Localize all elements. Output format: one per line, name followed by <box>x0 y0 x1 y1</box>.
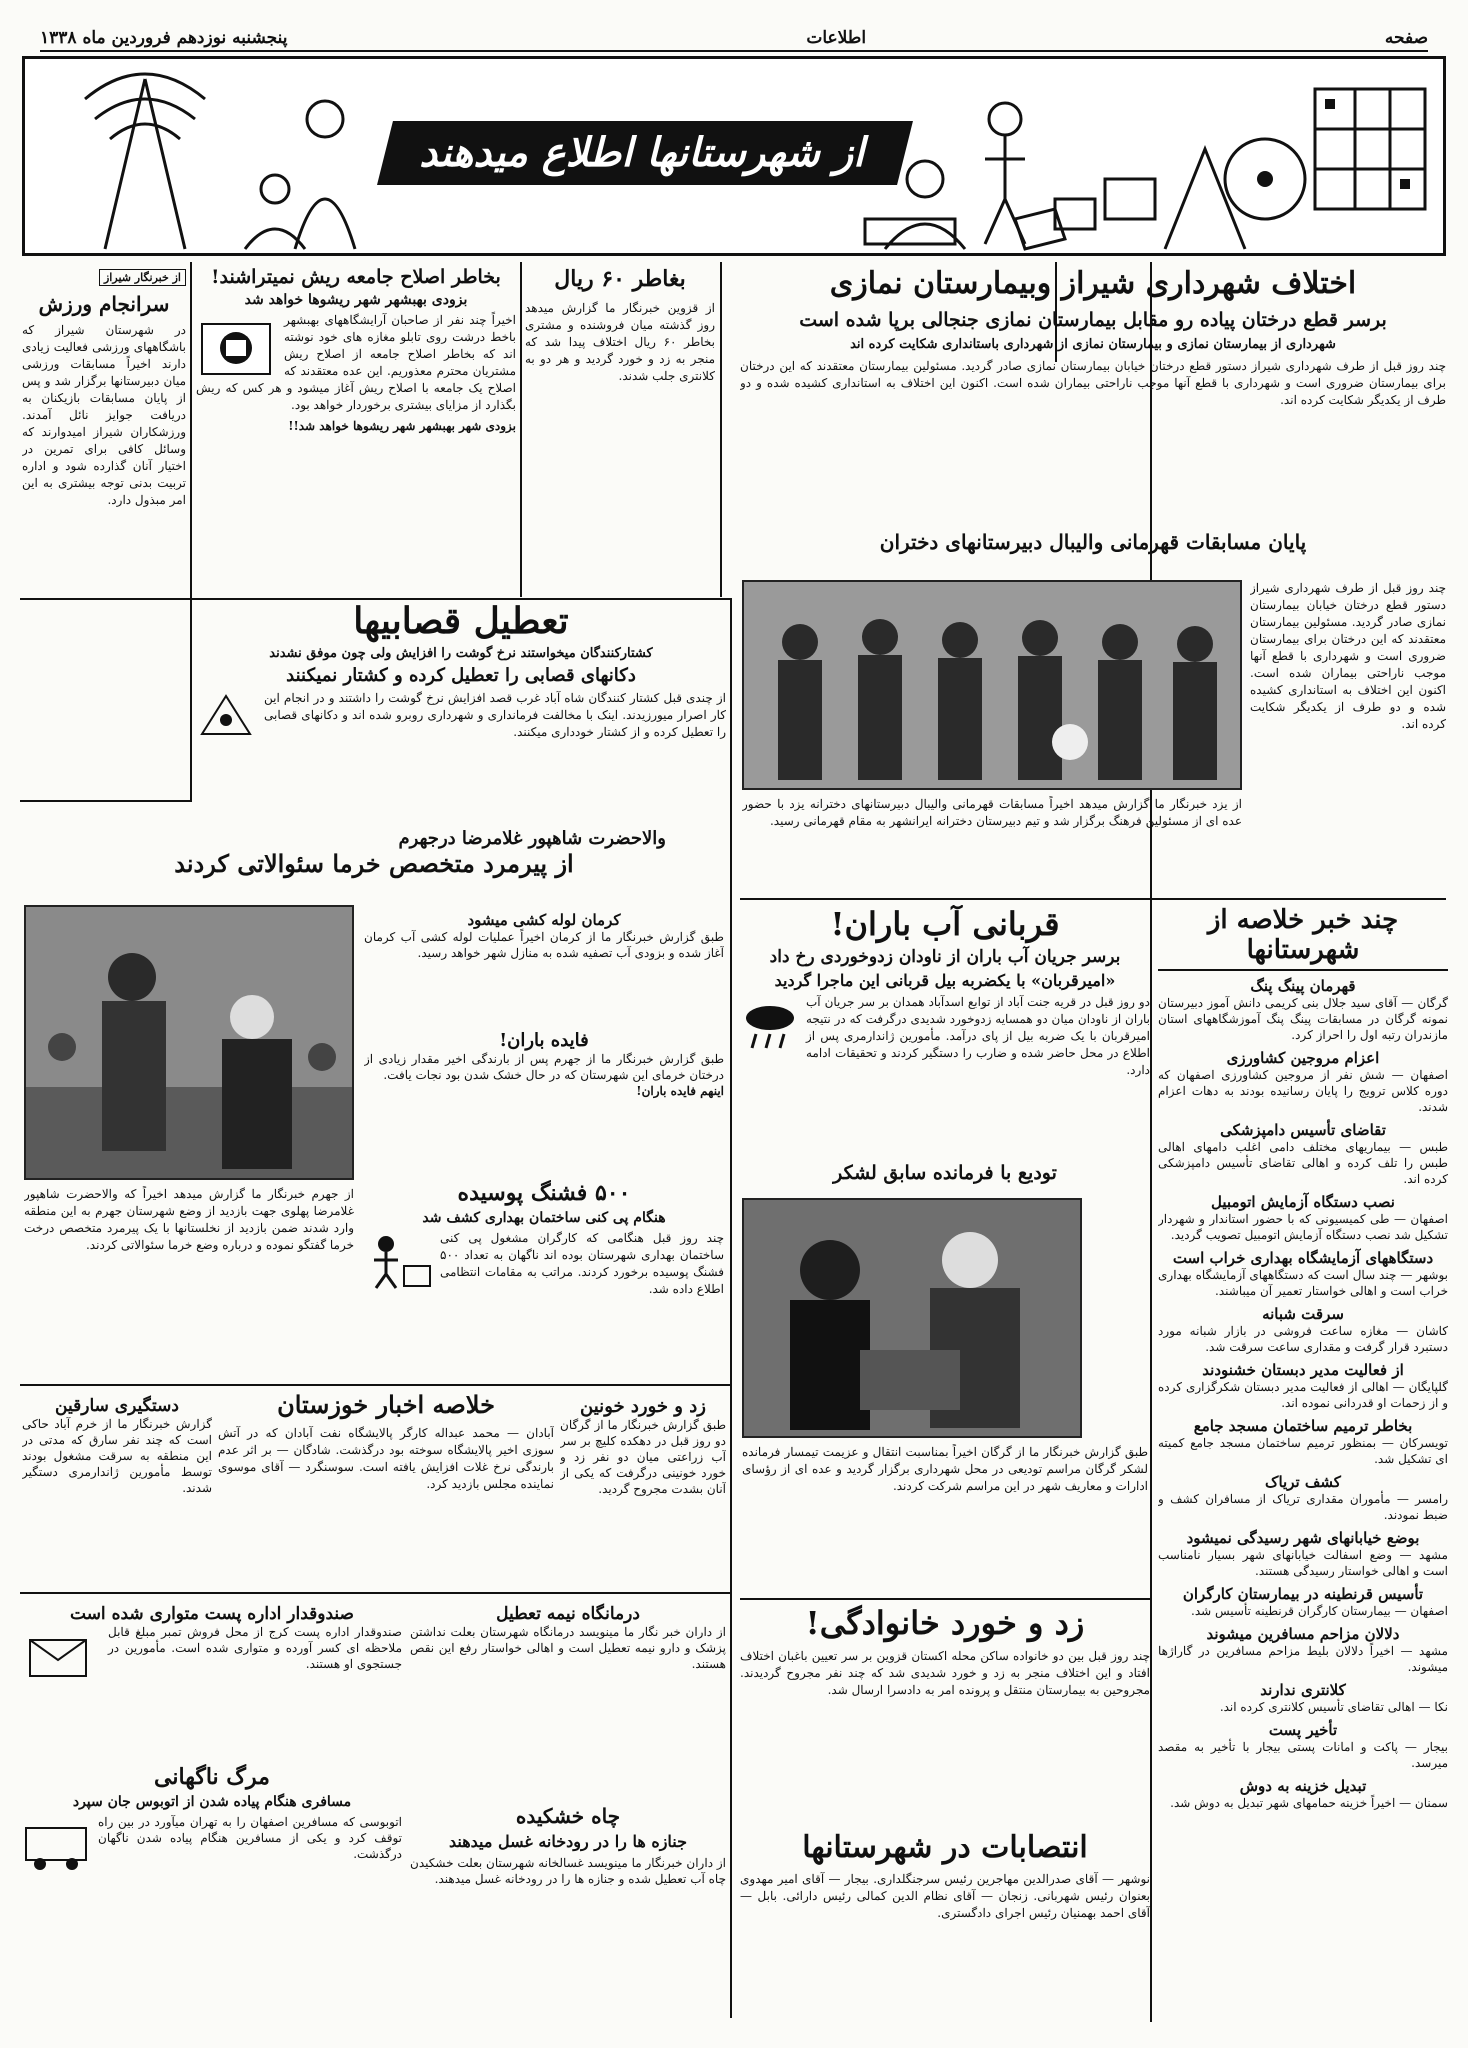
roundup-headline: چند خبر خلاصه از شهرستانها <box>1158 905 1448 971</box>
khuzestan-story <box>218 1390 554 1586</box>
arrest-story <box>22 1390 212 1590</box>
prince-photo <box>24 905 354 1180</box>
roundup-item-headline: تأخیر پست <box>1268 1721 1338 1739</box>
volleyball-caption-text: از یزد خبرنگار ما گزارش میدهد اخیراً مسابقات قهرمانی والیبال دبیرستانهای دخترانه یزد با حضور عده ای از مسئولین فرهنگ برگزار شد و تیم دبیرستان دخترانه ایرانشهر به مقام قهرمانی رسید. <box>742 797 1242 828</box>
barber-icon <box>196 316 276 380</box>
roundup-item-headline: بوضع خیابانهای شهر رسیدگی نمیشود <box>1186 1529 1420 1547</box>
roundup-item-body: اصفهان — بیمارستان کارگران قرنطینه تأسیس شد. <box>1191 1604 1448 1618</box>
cartridge-body: چند روز قبل هنگامی که کارگران مشغول پی کنی ساختمان بهداری شهرستان بوده اند ناگهان به تعداد ۵۰۰ فشنگ پوسیده برخورد کردند. مراتب به مقامات انتظامی اطلاع داده شد. <box>440 1231 724 1296</box>
clinic-headline: درمانگاه نیمه تعطیل <box>496 1604 640 1624</box>
column-rule <box>520 262 522 597</box>
row-rule <box>740 898 1446 900</box>
roundup-column <box>1158 905 1448 2020</box>
family-headline: زد و خورد خانوادگی! <box>805 1604 1085 1642</box>
roundup-item-body: نکا — اهالی تقاضای تأسیس کلانتری کرده اند. <box>1219 1700 1448 1714</box>
header-page-label: صفحه <box>1384 28 1428 48</box>
sports-headline: سرانجام ورزش <box>38 292 170 316</box>
cartridge-story <box>364 1180 724 1380</box>
treasurer-body: صندوقدار اداره پست کرج از محل فروش تمبر مبلغ قابل ملاحظه ای کسر آورده و متواری شده است. مأمورین در جستجوی او هستند. <box>108 1625 402 1671</box>
kerman-headline: کرمان لوله کشی میشود <box>467 911 621 929</box>
roundup-list <box>1158 977 1448 1811</box>
row-rule <box>740 1598 1150 1600</box>
header-date: پنجشنبه نوزدهم فروردین ماه ۱۳۳۸ <box>40 28 288 48</box>
khuzestan-body: آبادان — محمد عبداله کارگر پالایشگاه نفت آبادان که در آتش سوزی اخیر پالایشگاه سوخته بود درگذشت. شادگان — بر اثر عدم بارندگی نرخ غلات افزایش یافته است. سوسنگرد — آقای موسوی نماینده مجلس بازدید کرد. <box>218 1426 554 1491</box>
rain-benefit-body: طبق گزارش خبرنگار ما از جهرم پس از بارندگی اخیر مقدار زیادی از درختان خرمای این شهرستان که در حال خشک شدن بود نجات یافت. <box>364 1052 724 1082</box>
roundup-item-headline: دلالان مزاحم مسافرین میشوند <box>1206 1625 1400 1643</box>
bus-icon <box>22 1814 92 1874</box>
appointments-story <box>740 1830 1150 2020</box>
rain-benefit-story <box>364 1024 724 1174</box>
roundup-item-body: اصفهان — شش نفر از مروجین کشاورزی اصفهان که دوره کلاس ترویج را پایان رسانیده بودند به دهات اعزام شدند. <box>1158 1068 1448 1114</box>
farewell-caption-text: طبق گزارش خبرنگار ما از گرگان اخیراً بمناسبت انتقال و عزیمت تیمسار فرمانده لشکر گرگان مراسم تودیعی در محل شهرداری برگزار گردید و عده ای از رؤسای ادارات و معاریف شهر در این مراسم شرکت کردند. <box>742 1445 1148 1493</box>
family-body: چند روز قبل بین دو خانواده ساکن محله اکستان قزوین بر سر تعیین باغبان اختلاف افتاد و این اختلاف منجر به زد و خورد شدیدی شد که چند نفر مجروح گردیدند. مجروحین به بیمارستان منتقل و پرونده امر به دادسرا ارسال شد. <box>740 1649 1150 1697</box>
roundup-item-body: مشهد — وضع اسفالت خیابانهای شهر بسیار نامناسب است و اهالی خواستار رسیدگی هستند. <box>1158 1548 1448 1578</box>
rain-icon <box>740 994 800 1054</box>
well-sub: جنازه ها را در رودخانه غسل میدهند <box>448 1832 688 1851</box>
butcher-icon <box>196 690 256 740</box>
farewell-photo-image <box>742 1200 1080 1438</box>
butcher-sub: کشتارکنندگان میخواستند نرخ گوشت را افزایش ولی چون موفق نشدند <box>269 646 653 661</box>
sports-story <box>22 266 186 798</box>
row-rule <box>20 1592 730 1594</box>
roundup-item-body: گلپایگان — اهالی از فعالیت مدیر دبستان شکرگزاری کرده و از زحمات او قدردانی نموده اند. <box>1158 1380 1448 1410</box>
prince-photo-image <box>24 907 352 1180</box>
dates-story-headlines <box>22 828 726 898</box>
cartridge-headline: ۵۰۰ فشنگ پوسیده <box>457 1180 631 1206</box>
family-fight-story <box>740 1604 1150 1824</box>
farewell-caption <box>742 1444 1148 1594</box>
column-rule <box>730 598 732 2018</box>
butcher-body: از چندی قبل کشتار کنندگان شاه آباد غرب قصد افزایش نرخ گوشت را داشتند و در انجام این کار اصرار میورزیدند. اینک با مخالفت فرمانداری و شهرداری روبرو شده اند و دکانهای قصابی را تعطیل کرده و از کشتار خودداری میکنند. <box>264 691 726 739</box>
butcher-strike-story <box>196 600 726 826</box>
beard-subheadline: بزودی بهبشهر شهر ریشوها خواهد شد <box>244 292 468 308</box>
roundup-item-body: مشهد — اخیراً دلالان بلیط مزاحم مسافرین در گاراژها میشوند. <box>1158 1644 1448 1674</box>
roundup-item-body: کاشان — مغازه ساعت فروشی در بازار شبانه مورد دستبرد قرار گرفت و مقداری ساعت سرقت شد. <box>1158 1324 1448 1354</box>
volleyball-headline: پایان مسابقات قهرمانی والیبال دبیرستانهای دختران <box>879 530 1307 554</box>
roundup-item-headline: بخاطر ترمیم ساختمان مسجد جامع <box>1193 1417 1413 1435</box>
roundup-item-headline: تقاضای تأسیس دامپزشکی <box>1220 1121 1386 1139</box>
murder-headline: زد و خورد خونین <box>580 1396 706 1417</box>
roundup-item-body: تویسرکان — بمنظور ترمیم ساختمان مسجد جامع کمیته ای تشکیل شد. <box>1158 1436 1448 1466</box>
sports-body: در شهرستان شیراز که باشگاههای ورزشی فعالیت زیادی دارند اخیراً مسابقات ورزشی میان دبیرستانها برگزار شد و پس از پایان مسابقات بازیکنان به دریافت جوایز نائل آمدند. ورزشکاران شیراز امیدوارند که وسائل کافی برای تمرین در اختیار آنان گذارده شود و اداره تربیت بدنی توجه بیشتری به این امر مبذول دارد. <box>22 323 186 507</box>
rain-victim-story <box>740 905 1150 1155</box>
roundup-item-headline: قهرمان پینگ پنگ <box>1250 977 1356 995</box>
volleyball-photo-image <box>742 582 1240 790</box>
roundup-item-body: سمنان — اخیراً خزینه حمامهای شهر تبدیل به دوش شد. <box>1170 1796 1448 1810</box>
rain-benefit-tail: اینهم فایده باران! <box>636 1084 724 1098</box>
roundup-item-body: رامسر — مأموران مقداری تریاک از مسافران کشف و ضبط نمودند. <box>1158 1492 1448 1522</box>
column-rule <box>720 262 722 597</box>
arrest-body: گزارش خبرنگار ما از خرم آباد حاکی است که چند نفر سارق که مدتی در این منطقه به سرقت مشغول بودند توسط مأمورین ژاندارمری دستگیر شدند. <box>22 1417 212 1495</box>
prince-caption <box>24 1186 354 1376</box>
roundup-item-body: اصفهان — طی کمیسیونی که با حضور استاندار و شهردار تشکیل شد نصب دستگاه آزمایش اتومبیل تصویب گردید. <box>1158 1212 1448 1242</box>
dispute-continuation <box>1250 580 1446 940</box>
dispute-body: چند روز قبل از طرف شهرداری شیراز دستور قطع درختان خیابان بیمارستان نمازی صادر گردید. مسئولین بیمارستان معتقدند که این درختان برای بیمارستان ضروری است و شهرداری با قطع آنها موجب ناراحتی بیماران شده است. اکنون این اختلاف به استانداری کشیده شده و دو طرف از یکدیگر شکایت کرده اند. <box>740 359 1446 407</box>
beard-body: اخیراً چند نفر از صاحبان آرایشگاههای بهبشهر باخط درشت روی تابلو مغازه های خود نوشته اند که بخاطر اصلاح جامعه از اصلاح ریش مشتریان محترم معذوریم. این عده معتقدند که اصلاح یک جامعه با اصلاح ریش آغاز میشود و هر کس که ریش بگذارد از مزایای بیشتری برخوردار خواهد بود. <box>196 313 516 412</box>
farewell-headline: تودیع با فرمانده سابق لشکر <box>833 1162 1057 1184</box>
shiraz-dispute-story <box>740 266 1446 446</box>
roundup-item-body: بیجار — پاکت و امانات پستی بیجار با تأخیر به مقصد میرسد. <box>1158 1740 1448 1770</box>
treasurer-headline: صندوقدار اداره پست متواری شده است <box>70 1604 354 1624</box>
sixty-rial-body: از قزوین خبرنگار ما گزارش میدهد روز گذشته میان فروشنده و مشتری بخاطر ۶۰ ریال اختلاف پیدا شد که منجر به زد و خورد گردید و هر دو به کلانتری جلب شدند. <box>525 301 715 383</box>
dry-well-story <box>410 1804 726 2024</box>
roundup-item-headline: تأسیس قرنطینه در بیمارستان کارگران <box>1182 1585 1424 1603</box>
death-body: اتوبوسی که مسافرین اصفهان را به تهران میآورد در بین راه توقف کرد و یکی از مسافرین هنگام پیاده شدن ناگهان درگذشت. <box>98 1815 402 1861</box>
death-sub: مسافری هنگام پیاده شدن از اتوبوس جان سپرد <box>72 1794 352 1810</box>
roundup-item-body: بوشهر — چند سال است که دستگاههای آزمایشگاه بهداری خراب است و اهالی خواستار تعمیر آن میباشند. <box>1158 1268 1448 1298</box>
rain-victim-body: دو روز قبل در قریه جنت آباد از توابع اسدآباد همدان بر سر جریان آب باران از ناودان میان دو همسایه زدوخورد شدیدی درگرفت که در نتیجه امیرقربان با یک ضربه بیل از پای درآمد. مأمورین ژاندارمری پس از اطلاع در محل حاضر شده و ضارب را دستگیر کردند و تحقیقات ادامه دارد. <box>806 995 1150 1077</box>
roundup-item-headline: از فعالیت مدیر دبستان خشنودند <box>1202 1361 1404 1379</box>
column-rule <box>1150 262 1152 2022</box>
row-rule <box>20 800 190 802</box>
rain-victim-headline: قربانی آب باران! <box>830 905 1060 943</box>
sports-kicker: از خبرنگار شیراز <box>99 269 186 286</box>
beard-headline: بخاطر اصلاح جامعه ریش نمیتراشند! <box>211 266 501 288</box>
roundup-item-body: طبس — بیماریهای مختلف دامی اغلب دامهای اهالی طبس را تلف کرده و اهالی تقاضای تأسیس دامپزشکی کرده اند. <box>1158 1140 1448 1186</box>
banner-title: از شهرستانها اطلاع میدهند <box>377 121 913 185</box>
clinic-body: از داران خبر نگار ما مینویسد درمانگاه شهرستان بعلت نداشتن پزشک و دارو نیمه تعطیل است و اهالی خواستار رفع این نقص هستند. <box>410 1625 726 1671</box>
row-rule <box>20 1384 730 1386</box>
roundup-item-headline: تبدیل خزینه به دوش <box>1239 1777 1367 1795</box>
roundup-item-headline: کشف تریاک <box>1265 1473 1341 1491</box>
death-headline: مرگ ناگهانی <box>154 1764 270 1790</box>
roundup-item-headline: کلانتری ندارند <box>1260 1681 1346 1699</box>
rain-benefit-headline: فایده باران! <box>499 1030 589 1051</box>
volleyball-photo <box>742 580 1242 790</box>
murder-body: طبق گزارش خبرنگار ما از گرگان دو روز قبل در دهکده کلیچ بر سر آب زراعتی میان دو نفر زد و خورد خونینی درگرفت که یکی از آنان بشدت مجروح گردید. <box>560 1418 726 1496</box>
treasurer-story <box>22 1598 402 1758</box>
arrest-headline: دستگیری سارقین <box>55 1396 179 1416</box>
roundup-item-headline: نصب دستگاه آزمایش اتومبیل <box>1211 1193 1395 1211</box>
sudden-death-story <box>22 1764 402 2024</box>
section-banner <box>22 56 1446 256</box>
roundup-item-headline: سرقت شبانه <box>1262 1305 1344 1323</box>
cartridge-sub: هنگام پی کنی ساختمان بهداری کشف شد <box>422 1210 666 1226</box>
butcher-sub2: دکانهای قصابی را تعطیل کرده و کشتار نمیکنند <box>286 665 636 686</box>
murder-story <box>560 1390 726 1586</box>
butcher-headline: تعطیل قصابیها <box>353 600 569 642</box>
header-paper-name: اطلاعات <box>806 28 867 48</box>
volleyball-headline-block <box>740 530 1446 570</box>
well-headline: چاه خشکیده <box>515 1804 621 1828</box>
dispute-sub: برسر قطع درختان پیاده رو مقابل بیمارستان نمازی جنجالی برپا شده است <box>799 309 1387 331</box>
volleyball-caption <box>742 796 1242 896</box>
dates-headline: از پیرمرد متخصص خرما سئوالاتی کردند <box>174 849 574 878</box>
column-rule <box>190 262 192 802</box>
page-header <box>40 26 1428 52</box>
dispute-body-cont: چند روز قبل از طرف شهرداری شیراز دستور قطع درختان خیابان بیمارستان نمازی صادر گردید. مسئولین بیمارستان معتقدند که این درختان برای بیمارستان ضروری است و شهرداری با قطع آنها موجب ناراحتی بیماران شده است. اکنون این اختلاف به استانداری کشیده شده و دو طرف از یکدیگر شکایت کرده اند. <box>1250 581 1446 731</box>
beard-story <box>196 266 516 596</box>
dispute-headline: اختلاف شهرداری شیراز وبیمارستان نمازی <box>829 266 1357 301</box>
prince-caption-text: از جهرم خبرنگار ما گزارش میدهد اخیراً که والاحضرت شاهپور غلامرضا پهلوی جهت بازدید از وضع شهرستان جهرم به این منطقه وارد شدند ضمن بازدید از نخلستانها با یک پیرمرد متخصص درخت خرما گفتگو نموده و درباره وضع خرما سئوالاتی کردند. <box>24 1187 354 1252</box>
roundup-item-headline: اعزام مروجین کشاورزی <box>1226 1049 1380 1067</box>
sixty-rial-headline: بغاطر ۶۰ ریال <box>554 266 686 292</box>
kerman-body: طبق گزارش خبرنگار ما از کرمان اخیراً عملیات لوله کشی آب کرمان آغاز شده و بزودی آب تصفیه شده به منازل شهر خواهد رسید. <box>364 930 724 960</box>
well-body: از داران خبرنگار ما مینویسد غسالخانه شهرستان بعلت خشکیدن چاه آب تعطیل شده و جنازه ها را در رودخانه غسل میدهند. <box>410 1856 726 1886</box>
roundup-item-body: گرگان — آقای سید جلال بنی کریمی دانش آموز دبیرستان نمونه گرگان در مسابقات پینگ پنگ آموزشگاههای استان مازندران رتبه اول را احراز کرد. <box>1158 996 1448 1042</box>
workers-icon <box>364 1230 434 1290</box>
roundup-item-headline: دستگاههای آزمایشگاه بهداری خراب است <box>1172 1249 1434 1267</box>
beard-tail: بزودی شهر بهبشهر شهر ریشوها خواهد شد!! <box>288 419 516 433</box>
mailbox-icon <box>22 1624 102 1684</box>
clinic-story <box>410 1598 726 1798</box>
appointments-body: نوشهر — آقای صدرالدین مهاجرین رئیس سرجنگلداری. بیجار — آقای امیر مهدوی بعنوان رئیس شهربانی. زنجان — آقای نظام الدین کمالی رئیس دارائی. بابل — آقای احمد بهمنیان رئیس اجرای دادگستری. <box>740 1872 1150 1920</box>
farewell-headline-block <box>740 1162 1150 1192</box>
dispute-sub2: شهرداری از بیمارستان نمازی و بیمارستان نمازی از شهرداری باستانداری شکایت کرده اند <box>850 337 1336 352</box>
sixty-rial-story <box>525 266 715 596</box>
farewell-photo <box>742 1198 1082 1438</box>
appointments-headline: انتصابات در شهرستانها <box>802 1830 1088 1865</box>
rain-victim-sub2: «امیرقربان» با یکضربه بیل قربانی این ماجرا گردید <box>774 971 1116 990</box>
khuzestan-headline: خلاصه اخبار خوزستان <box>277 1390 495 1419</box>
kerman-story <box>364 905 724 1020</box>
rain-victim-sub: برسر جریان آب باران از ناودان زدوخوردی رخ داد <box>769 947 1121 967</box>
dates-kicker: والاحضرت شاهپور غلامرضا درجهرم <box>398 828 666 849</box>
